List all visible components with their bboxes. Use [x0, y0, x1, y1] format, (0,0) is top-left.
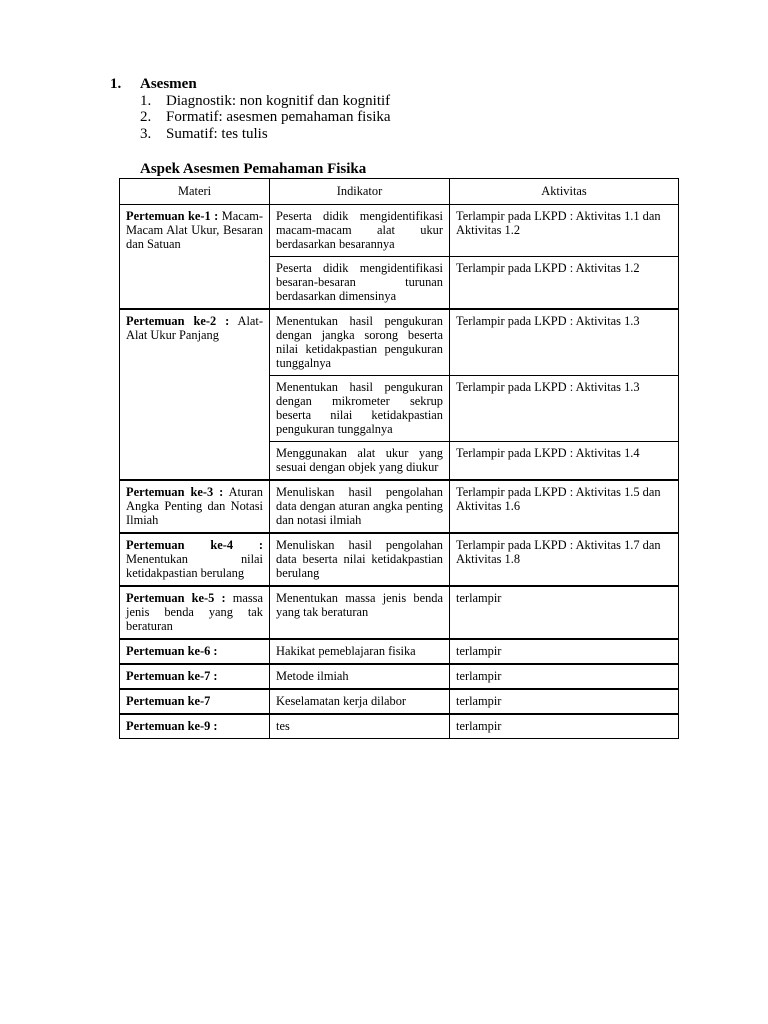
meeting-label: Pertemuan ke-3 :: [126, 485, 224, 499]
assessment-table: [119, 178, 679, 739]
meeting-label: Pertemuan ke-7 :: [126, 669, 218, 683]
meeting-topic: Alat-Alat Ukur Panjang: [126, 314, 263, 342]
list-item: 2. Formatif: asesmen pemahaman fisika: [140, 109, 391, 125]
list-item: 1. Diagnostik: non kognitif dan kognitif: [140, 92, 391, 109]
meeting-topic: massa jenis benda yang tak beraturan: [126, 591, 263, 633]
indikator-cell: Menuliskan hasil pengolahan data beserta nilai ketidakpastian berulang: [270, 533, 450, 586]
indikator-cell: Menentukan hasil pengukuran dengan mikrometer sekrup beserta nilai ketidakpastian pengukuran tunggalnya: [270, 376, 450, 442]
table-row: [120, 689, 679, 714]
indikator-cell: Menggunakan alat ukur yang sesuai dengan objek yang diukur: [270, 442, 450, 481]
aktivitas-cell: terlampir: [450, 586, 679, 639]
table-header-row: [120, 179, 679, 205]
header-materi: Materi: [120, 179, 270, 205]
indikator-cell: Peserta didik mengidentifikasi macam-macam alat ukur berdasarkan besarannya: [270, 205, 450, 257]
indikator-cell: tes: [270, 714, 450, 739]
aktivitas-cell: Terlampir pada LKPD : Aktivitas 1.7 dan Aktivitas 1.8: [450, 533, 679, 586]
aktivitas-cell: Terlampir pada LKPD : Aktivitas 1.4: [450, 442, 679, 481]
aktivitas-cell: terlampir: [450, 689, 679, 714]
meeting-topic: Macam-Macam Alat Ukur, Besaran dan Satuan: [126, 209, 263, 251]
indikator-cell: Metode ilmiah: [270, 664, 450, 689]
materi-cell: [120, 205, 270, 310]
aktivitas-cell: Terlampir pada LKPD : Aktivitas 1.5 dan Aktivitas 1.6: [450, 480, 679, 533]
indikator-cell: Hakikat pemeblajaran fisika: [270, 639, 450, 664]
aktivitas-cell: Terlampir pada LKPD : Aktivitas 1.3: [450, 376, 679, 442]
indikator-cell: Menentukan massa jenis benda yang tak beraturan: [270, 586, 450, 639]
meeting-label: Pertemuan ke-5 :: [126, 591, 226, 605]
aktivitas-cell: Terlampir pada LKPD : Aktivitas 1.2: [450, 257, 679, 310]
materi-cell: [120, 480, 270, 533]
meeting-label: Pertemuan ke-2 :: [126, 314, 230, 328]
table-title: Aspek Asesmen Pemahaman Fisika: [140, 161, 367, 177]
aktivitas-cell: terlampir: [450, 639, 679, 664]
meeting-label: Pertemuan ke-6 :: [126, 644, 218, 658]
meeting-topic: Aturan Angka Penting dan Notasi Ilmiah: [126, 485, 263, 527]
meeting-topic: Menentukan nilai ketidakpastian berulang: [126, 552, 263, 580]
section-heading: [110, 76, 670, 93]
materi-cell: [120, 714, 270, 739]
table-row: [120, 586, 679, 639]
indikator-cell: Menuliskan hasil pengolahan data dengan aturan angka penting dan notasi ilmiah: [270, 480, 450, 533]
table-body: [120, 205, 679, 739]
table-row: [120, 480, 679, 533]
aktivitas-cell: terlampir: [450, 664, 679, 689]
assessment-section: [110, 76, 670, 142]
header-aktivitas: Aktivitas: [450, 179, 679, 205]
indikator-cell: Keselamatan kerja dilabor: [270, 689, 450, 714]
meeting-label: Pertemuan ke-4 :: [126, 538, 263, 552]
table-row: [120, 533, 679, 586]
aktivitas-cell: Terlampir pada LKPD : Aktivitas 1.3: [450, 309, 679, 376]
materi-cell: [120, 533, 270, 586]
meeting-label: Pertemuan ke-9 :: [126, 719, 218, 733]
header-indikator: Indikator: [270, 179, 450, 205]
list-item: 3. Sumatif: tes tulis: [140, 125, 268, 142]
materi-cell: [120, 664, 270, 689]
table-row: [120, 205, 679, 257]
meeting-label: Pertemuan ke-1 :: [126, 209, 219, 223]
aktivitas-cell: Terlampir pada LKPD : Aktivitas 1.1 dan Aktivitas 1.2: [450, 205, 679, 257]
meeting-label: Pertemuan ke-7: [126, 694, 211, 708]
materi-cell: [120, 689, 270, 714]
table-row: [120, 714, 679, 739]
aktivitas-cell: terlampir: [450, 714, 679, 739]
indikator-cell: Peserta didik mengidentifikasi besaran-besaran turunan berdasarkan dimensinya: [270, 257, 450, 310]
materi-cell: [120, 639, 270, 664]
section-number: 1.: [110, 76, 122, 92]
materi-cell: [120, 586, 270, 639]
materi-cell: [120, 309, 270, 480]
indikator-cell: Menentukan hasil pengukuran dengan jangka sorong beserta nilai ketidakpastian pengukuran tunggalnya: [270, 309, 450, 376]
table-row: [120, 309, 679, 376]
table-row: [120, 639, 679, 664]
table-row: [120, 664, 679, 689]
section-title: Asesmen: [140, 76, 197, 92]
